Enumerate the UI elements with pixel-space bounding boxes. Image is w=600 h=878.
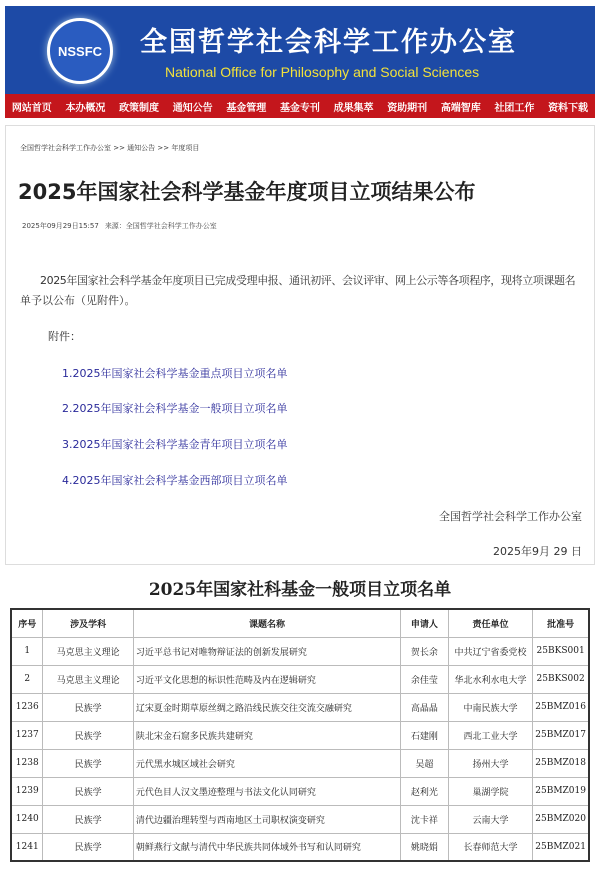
main-nav (5, 94, 595, 118)
table-cell: 余佳莹 (401, 665, 449, 693)
page-title: 2025年国家社会科学基金年度项目立项结果公布 (18, 180, 476, 204)
article-meta (22, 221, 223, 231)
table-cell: 1240 (11, 805, 43, 833)
nav-item[interactable]: 网站首页 (11, 102, 52, 114)
nav-item[interactable]: 政策制度 (119, 102, 160, 114)
attachment-link-4[interactable]: 4.2025年国家社会科学基金西部项目立项名单 (62, 474, 288, 487)
table-cell: 民族学 (43, 777, 133, 805)
nav-item[interactable]: 资助期刊 (387, 102, 428, 114)
table-row (11, 777, 589, 805)
column-header: 责任单位 (448, 609, 532, 637)
table-cell: 云南大学 (448, 805, 532, 833)
table-cell: 1 (11, 637, 43, 665)
column-header: 涉及学科 (43, 609, 133, 637)
table-cell: 元代色目人汉文墨迹整理与书法文化认同研究 (133, 777, 400, 805)
table-row (11, 749, 589, 777)
table-row (11, 833, 589, 861)
table-row (11, 637, 589, 665)
table-cell: 1236 (11, 693, 43, 721)
article-source: 来源：全国哲学社会科学工作办公室 (104, 222, 217, 230)
nav-item[interactable]: 资料下载 (548, 102, 589, 114)
article-paragraph-cont: 单予以公布（见附件）。 (20, 294, 136, 307)
table-cell: 巢湖学院 (448, 777, 532, 805)
table-cell: 贺长余 (401, 637, 449, 665)
attachment-link-3[interactable]: 3.2025年国家社会科学基金青年项目立项名单 (62, 438, 288, 451)
nav-item[interactable]: 基金管理 (226, 102, 267, 114)
table-cell: 沈卡祥 (401, 805, 449, 833)
column-header: 批准号 (533, 609, 589, 637)
table-header-row (11, 609, 589, 637)
column-header: 课题名称 (133, 609, 400, 637)
table-cell: 1238 (11, 749, 43, 777)
table-cell: 长春师范大学 (448, 833, 532, 861)
table-cell: 1241 (11, 833, 43, 861)
publish-datetime: 2025年09月29日15:57 (22, 222, 99, 230)
nav-item[interactable]: 高端智库 (440, 102, 481, 114)
table-row (11, 805, 589, 833)
table-cell: 民族学 (43, 805, 133, 833)
table-cell: 西北工业大学 (448, 721, 532, 749)
table-cell: 25BMZ016 (533, 693, 589, 721)
nav-item[interactable]: 成果集萃 (333, 102, 374, 114)
table-cell: 民族学 (43, 749, 133, 777)
table-cell: 25BMZ017 (533, 721, 589, 749)
column-header: 申请人 (401, 609, 449, 637)
table-cell: 马克思主义理论 (43, 637, 133, 665)
article-paragraph-block (20, 271, 592, 311)
table-cell: 马克思主义理论 (43, 665, 133, 693)
table-cell: 吴超 (401, 749, 449, 777)
table-cell: 习近平文化思想的标识性范畴及内在逻辑研究 (133, 665, 400, 693)
nav-item[interactable]: 通知公告 (172, 102, 213, 114)
table-row (11, 693, 589, 721)
table-cell: 陕北宋金石窟多民族共建研究 (133, 721, 400, 749)
table-cell: 民族学 (43, 693, 133, 721)
attachment-link-2[interactable]: 2.2025年国家社会科学基金一般项目立项名单 (62, 402, 288, 415)
table-cell: 25BMZ019 (533, 777, 589, 805)
table-cell: 高晶晶 (401, 693, 449, 721)
project-table (10, 608, 590, 862)
table-cell: 25BKS001 (533, 637, 589, 665)
table-cell: 民族学 (43, 721, 133, 749)
table-cell: 1237 (11, 721, 43, 749)
table-cell: 民族学 (43, 833, 133, 861)
table-cell: 朝鲜燕行文献与清代中华民族共同体域外书写和认同研究 (133, 833, 400, 861)
site-title-en: National Office for Philosophy and Social Sciences (165, 64, 480, 80)
column-header: 序号 (11, 609, 43, 637)
signature-date: 2025年9月 29 日 (493, 545, 582, 558)
table-cell: 元代黑水城区域社会研究 (133, 749, 400, 777)
attachments-label: 附件： (48, 330, 81, 343)
table-cell: 辽宋夏金时期草原丝绸之路沿线民族交往交流交融研究 (133, 693, 400, 721)
table-title: 2025年国家社科基金一般项目立项名单 (148, 580, 452, 600)
table-cell: 赵利光 (401, 777, 449, 805)
article-paragraph: 2025年国家社会科学基金年度项目已完成受理申报、通讯初评、会议评审、网上公示等各项程序，现将立项课题名 (40, 274, 576, 287)
site-title-cn: 全国哲学社会科学工作办公室 (140, 27, 517, 58)
nav-item[interactable]: 基金专刊 (279, 102, 320, 114)
nav-item[interactable]: 社团工作 (494, 102, 535, 114)
attachment-link-1[interactable]: 1.2025年国家社会科学基金重点项目立项名单 (62, 367, 288, 380)
table-cell: 25BMZ020 (533, 805, 589, 833)
table-cell: 25BMZ021 (533, 833, 589, 861)
site-header (5, 6, 595, 94)
table-cell: 华北水利水电大学 (448, 665, 532, 693)
table-cell: 姚晓娟 (401, 833, 449, 861)
table-cell: 扬州大学 (448, 749, 532, 777)
nssfc-logo[interactable]: NSSFC (47, 18, 113, 84)
breadcrumb[interactable]: 全国哲学社会科学工作办公室 >> 通知公告 >> 年度项目 (20, 144, 200, 152)
table-cell: 习近平总书记对唯物辩证法的创新发展研究 (133, 637, 400, 665)
table-cell: 2 (11, 665, 43, 693)
table-cell: 1239 (11, 777, 43, 805)
nav-item[interactable]: 本办概况 (65, 102, 106, 114)
table-cell: 25BKS002 (533, 665, 589, 693)
table-cell: 中南民族大学 (448, 693, 532, 721)
table-row (11, 721, 589, 749)
table-cell: 25BMZ018 (533, 749, 589, 777)
table-cell: 中共辽宁省委党校 (448, 637, 532, 665)
signature: 全国哲学社会科学工作办公室 (439, 510, 582, 523)
table-cell: 石建刚 (401, 721, 449, 749)
table-cell: 清代边疆治理转型与西南地区土司职权演变研究 (133, 805, 400, 833)
table-row (11, 665, 589, 693)
